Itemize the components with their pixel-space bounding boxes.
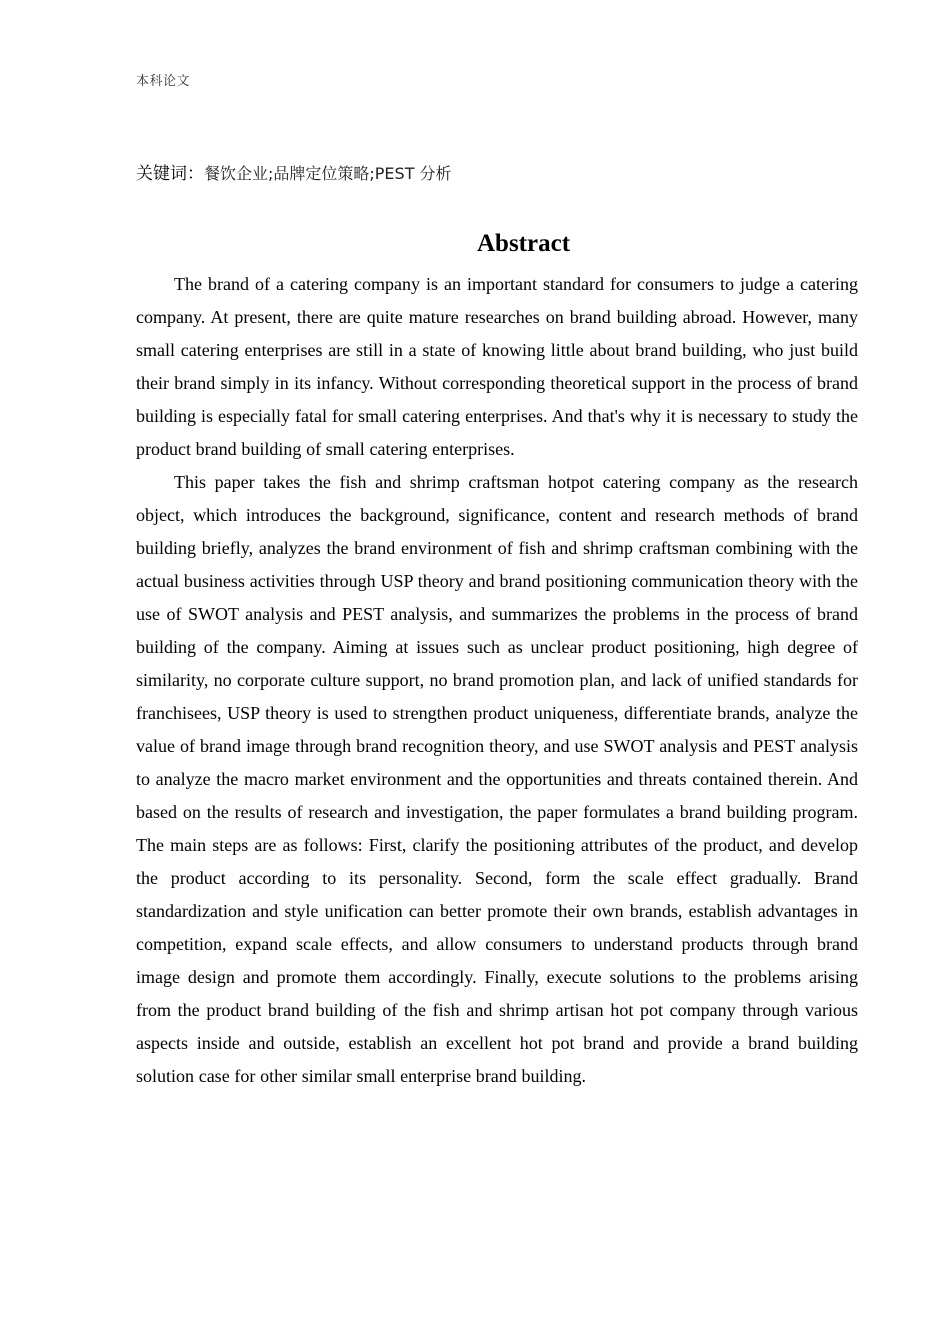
abstract-body bbox=[136, 268, 858, 1093]
page-header-label: 本科论文 bbox=[136, 74, 191, 89]
abstract-paragraph-2: This paper takes the fish and shrimp craftsman hotpot catering company as the research object, which introduces the background, significance, content and research methods of brand building briefly, analyzes the brand environment of fish and shrimp craftsman combining with the actual business activities through USP theory and brand positioning communication theory with the use of SWOT analysis and PEST analysis, and summarizes the problems in the process of brand building of the company. Aiming at issues such as unclear product positioning, high degree of similarity, no corporate culture support, no brand promotion plan, and lack of unified standards for franchisees, USP theory is used to strengthen product uniqueness, differentiate brands, analyze the value of brand image through brand recognition theory, and use SWOT analysis and PEST analysis to analyze the macro market environment and the opportunities and threats contained therein. And based on the results of research and investigation, the paper formulates a brand building program. The main steps are as follows: First, clarify the positioning attributes of the product, and develop the product according to its personality. Second, form the scale effect gradually. Brand standardization and style unification can better promote their own brands, establish advantages in competition, expand scale effects, and allow consumers to understand products through brand image design and promote them accordingly. Finally, execute solutions to the problems arising from the product brand building of the fish and shrimp artisan hot pot company through various aspects inside and outside, establish an excellent hot pot brand and provide a brand building solution case for other similar small enterprise brand building. bbox=[136, 472, 858, 1086]
keywords-line bbox=[136, 162, 452, 186]
keywords-value: 餐饮企业;品牌定位策略;PEST 分析 bbox=[204, 164, 452, 183]
abstract-paragraph-1: The brand of a catering company is an important standard for consumers to judge a catering company. At present, there are quite mature researches on brand building abroad. However, many small catering enterprises are still in a state of knowing little about brand building, who just build their brand simply in its infancy. Without corresponding theoretical support in the process of brand building is especially fatal for small catering enterprises. And that's why it is necessary to study the product brand building of small catering enterprises. bbox=[136, 274, 858, 459]
abstract-title: Abstract bbox=[476, 230, 571, 257]
keywords-label: 关键词： bbox=[136, 164, 204, 184]
